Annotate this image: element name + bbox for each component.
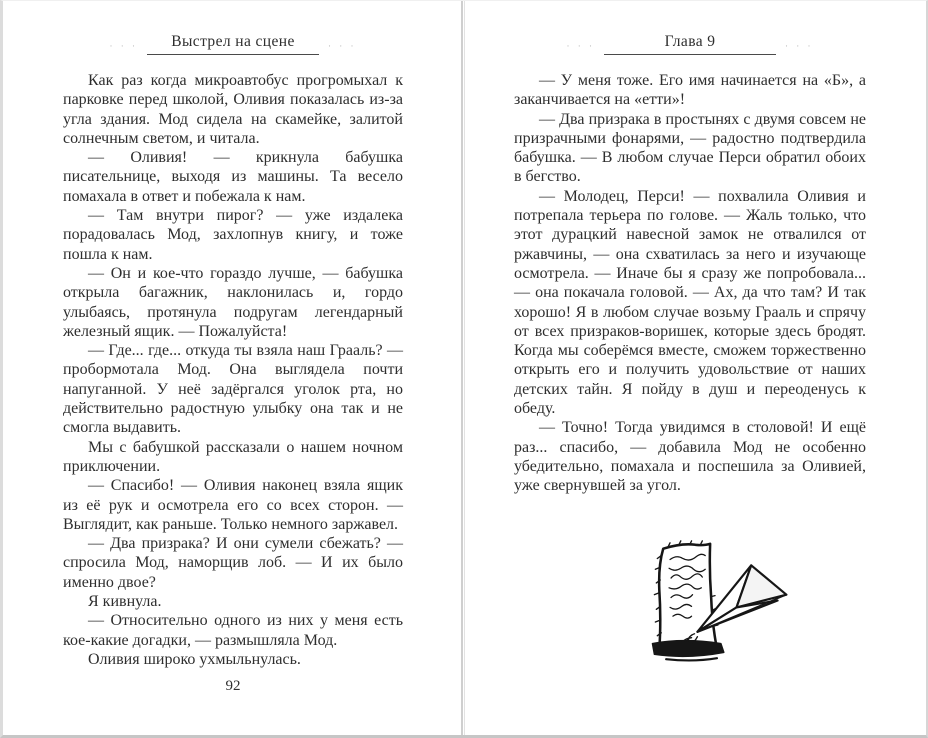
paragraph: — Точно! Тогда увидимся в столовой! И ещё раз... спасибо, — добавила Мод не особенно убедительно, помахала и поспешила за Оливией, уже свернувшей за угол. — [514, 419, 866, 495]
paragraph: — Относительно одного из них у меня есть кое-какие догадки, — размышляла Мод. — [63, 612, 403, 649]
page-right — [466, 1, 926, 735]
running-head-title: Выстрел на сцене — [147, 33, 319, 55]
page-left — [3, 1, 461, 735]
paragraph: Как раз когда микроавтобус прогромыхал к парковке перед школой, Оливия показалась из-за угла здания. Мод сидела на скамейке, залитой солнечным светом, и читала. — [63, 72, 403, 147]
paragraph: — Спасибо! — Оливия наконец взяла ящик из её рук и осмотрела его со всех сторон. — Выглядит, как раньше. Только немного заржавел. — [63, 477, 403, 533]
ornament-dots-icon: · · · — [328, 41, 357, 51]
paragraph: Оливия широко ухмыльнулась. — [88, 650, 301, 668]
paragraph: — Два призрака в простынях с двумя совсем не призрачными фонарями, — радостно подтвердила бабушка. — В любом случае Перси обратил обоих в бегство. — [514, 110, 866, 186]
running-head-right — [514, 31, 866, 55]
ornament-dots-icon: · · · — [566, 41, 595, 51]
page-text-right — [514, 71, 866, 496]
paragraph: — Там внутри пирог? — уже издалека порадовалась Мод, захлопнув книгу, и тоже пошла к нам. — [63, 207, 403, 263]
running-head-title: Глава 9 — [604, 33, 776, 55]
page-number: 92 — [225, 678, 241, 694]
page-text-left — [63, 71, 403, 669]
running-head-left — [63, 31, 403, 55]
paragraph: — Он и кое-что гораздо лучше, — бабушка открыла багажник, наклонилась и, гордо улыбаясь, протянула подругам легендарный железный ящик. — Пожалуйста! — [63, 264, 403, 340]
paragraph: Я кивнула. — [88, 593, 162, 611]
paragraph: — Молодец, Перси! — похвалила Оливия и потрепала терьера по голове. — Жаль только, что этот дурацкий навесной замок не отвалился от ржавчины, — она схватилась за него и изучающе осмотрела. — Иначе бы я сразу же попробовала... — она покачала головой. — Ах, да что там? И так хорошо! Я в любом случае возьму Грааль и спрячу от всех призраков-воришек, которые здесь бродят. Когда мы соберёмся вместе, сможем торжественно открыть его и получить удовольствие от наших детских тайн. Я пойду в душ и переоденусь к обеду. — [514, 187, 866, 418]
letter-paper-plane-illustration — [632, 536, 800, 668]
ornament-dots-icon: · · · — [109, 41, 138, 51]
paragraph: — Оливия! — крикнула бабушка писательнице, выходя из машины. Та весело помахала в ответ и побежала к нам. — [63, 149, 403, 205]
paragraph: — У меня тоже. Его имя начинается на «Б», а заканчивается на «етти»! — [514, 72, 866, 109]
paragraph: Мы с бабушкой рассказали о нашем ночном приключении. — [63, 438, 403, 475]
ornament-dots-icon: · · · — [785, 41, 814, 51]
paragraph: — Где... где... откуда ты взяла наш Грааль? — пробормотала Мод. Она выглядела почти напуганной. У неё задёргался уголок рта, но действительно радостную улыбку она так и не смогла выдавить. — [63, 342, 403, 437]
paragraph: — Два призрака? И они сумели сбежать? — спросила Мод, наморщив лоб. — И их было именно двое? — [63, 535, 403, 591]
